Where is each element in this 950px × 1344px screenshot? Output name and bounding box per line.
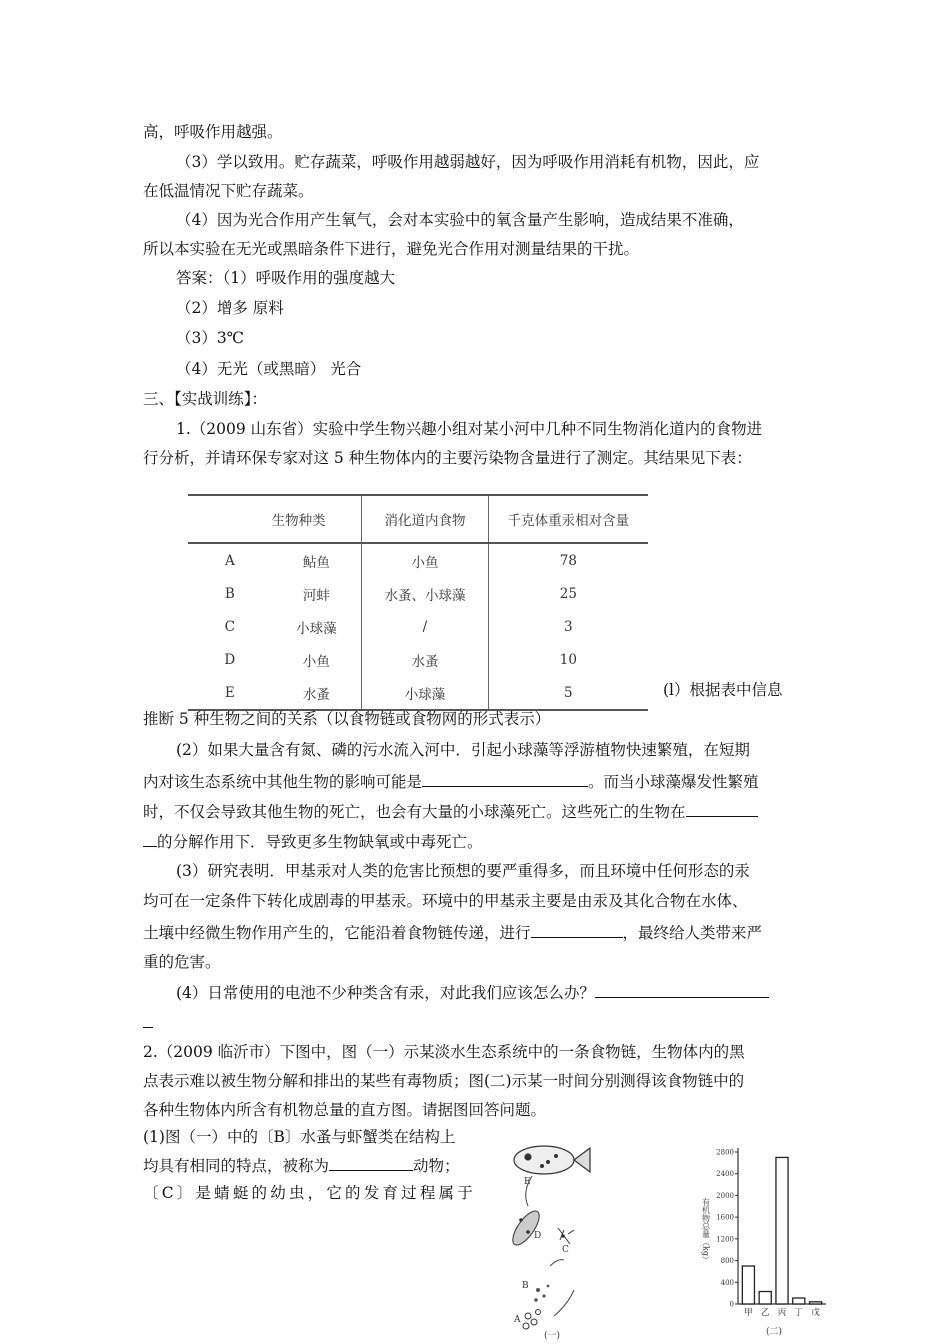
table-cell: A bbox=[224, 552, 235, 569]
text-segment: 土壤中经微生物作用产生的，它能沿着食物链传递，进行 bbox=[143, 924, 531, 942]
x-category-label: 甲 bbox=[744, 1308, 753, 1318]
answer-blank[interactable] bbox=[143, 1011, 153, 1028]
table-cell: 水蚤、小球藻 bbox=[362, 577, 488, 610]
answer-line: （2）增多 原料 bbox=[176, 299, 284, 317]
question-text bbox=[143, 1154, 460, 1177]
y-tick-label: 0 bbox=[729, 1300, 734, 1309]
question-text bbox=[143, 921, 762, 944]
text-segment: 内对该生态系统中其他生物的影响可能是 bbox=[143, 773, 423, 791]
question-text bbox=[143, 800, 758, 823]
question-text: 1.（2009 山东省）实验中学生物兴趣小组对某小河中几种不同生物消化道内的食物进 bbox=[176, 420, 763, 438]
paragraph-text: 在低温情况下贮存蔬菜。 bbox=[143, 182, 314, 200]
text-segment: 的分解作用下．导致更多生物缺氧或中毒死亡。 bbox=[157, 833, 483, 851]
bar-丁 bbox=[793, 1298, 805, 1304]
answer-line bbox=[143, 1011, 153, 1034]
arrow-icon bbox=[554, 1290, 574, 1316]
water-flea-icon bbox=[534, 1285, 549, 1302]
x-category-label: 丙 bbox=[777, 1308, 787, 1318]
answer-blank[interactable] bbox=[595, 981, 769, 998]
question-text: (2）如果大量含有氮、磷的污水流入河中．引起小球藻等浮游植物快速繁殖，在短期 bbox=[176, 741, 750, 759]
text-segment: (4）日常使用的电池不少种类含有汞，对此我们应该怎么办？ bbox=[176, 984, 595, 1002]
question-text: (1)图（一）中的〔B〕水蚤与虾蟹类在结构上 bbox=[143, 1128, 456, 1146]
organic-matter-chart bbox=[700, 1138, 832, 1338]
answer-line: 答案：（1）呼吸作用的强度越大 bbox=[176, 269, 396, 287]
section-heading: 三、【实战训练】： bbox=[143, 390, 268, 408]
y-tick-label: 400 bbox=[720, 1278, 734, 1287]
table-header bbox=[188, 495, 272, 543]
bar-甲 bbox=[742, 1266, 754, 1304]
question-text bbox=[176, 981, 769, 1004]
question-text bbox=[143, 770, 759, 793]
question-text: 行分析，并请环保专家对这 5 种生物体内的主要污染物含量进行了测定。其结果见下表： bbox=[143, 449, 752, 467]
answer-blank[interactable] bbox=[422, 770, 588, 787]
paragraph-text: （3）学以致用。贮存蔬菜，呼吸作用越弱越好，因为呼吸作用消耗有机物，因此，应 bbox=[176, 153, 760, 171]
table-cell: 小鱼 bbox=[272, 643, 362, 676]
table-row bbox=[188, 577, 648, 610]
table-cell: 3 bbox=[564, 618, 573, 635]
table-cell: 水蚤 bbox=[362, 643, 488, 676]
question-text: 〔C〕是蜻蜓的幼虫，它的发育过程属于 bbox=[143, 1184, 476, 1202]
question-text: 推断 5 种生物之间的关系（以食物链或食物网的形式表示） bbox=[143, 710, 551, 728]
table-cell: 小球藻 bbox=[362, 676, 488, 710]
text-segment: 。而当小球藻爆发性繁殖 bbox=[588, 773, 759, 791]
y-tick-label: 1600 bbox=[716, 1213, 734, 1222]
table-cell: E bbox=[188, 676, 272, 710]
table-cell: 10 bbox=[559, 651, 577, 668]
y-tick-label: 1200 bbox=[716, 1235, 734, 1244]
y-tick-label: 2800 bbox=[716, 1148, 734, 1157]
table-row bbox=[188, 543, 648, 577]
answer-line: （4）无光（或黑暗） 光合 bbox=[176, 360, 362, 378]
table-cell: 水蚤 bbox=[272, 676, 362, 710]
chart-ticks bbox=[716, 1149, 738, 1309]
figure-label: C bbox=[562, 1245, 569, 1255]
question-text bbox=[143, 830, 483, 853]
table-row bbox=[188, 643, 648, 676]
table-header: 消化道内食物 bbox=[362, 495, 488, 543]
table-cell: 河蚌 bbox=[272, 577, 362, 610]
table-cell: 25 bbox=[559, 585, 577, 602]
table-cell: C bbox=[224, 618, 235, 635]
table-cell: 小球藻 bbox=[272, 610, 362, 643]
table-cell: B bbox=[224, 585, 235, 602]
answer-blank[interactable] bbox=[686, 800, 758, 817]
question-text: 2.（2009 临沂市）下图中，图（一）示某淡水生态系统中的一条食物链，生物体内的黑 bbox=[143, 1043, 745, 1061]
answer-blank[interactable] bbox=[531, 921, 623, 938]
answer-blank[interactable] bbox=[329, 1154, 413, 1171]
question-text: (l）根据表中信息 bbox=[663, 681, 783, 699]
paragraph-text: 所以本实验在无光或黑暗条件下进行，避免光合作用对测量结果的干扰。 bbox=[143, 240, 640, 258]
y-tick-label: 800 bbox=[720, 1257, 734, 1266]
table-cell: / bbox=[362, 610, 488, 643]
table-row bbox=[188, 676, 648, 710]
table-header: 生物种类 bbox=[272, 495, 362, 543]
question-text: 均可在一定条件下转化成剧毒的甲基汞。环境中的甲基汞主要是由汞及其化合物在水体、 bbox=[143, 892, 748, 910]
table-cell: D bbox=[224, 651, 236, 668]
text-segment: 动物； bbox=[413, 1157, 460, 1175]
arrow-icon bbox=[550, 1260, 564, 1266]
y-tick-label: 2000 bbox=[716, 1191, 734, 1200]
table-cell: 5 bbox=[488, 676, 648, 710]
figure-label: D bbox=[534, 1231, 542, 1241]
text-segment: 均具有相同的特点，被称为 bbox=[143, 1157, 330, 1175]
question-text: 点表示难以被生物分解和排出的某些有毒物质；图(二)示某一时间分别测得该食物链中的 bbox=[143, 1072, 745, 1090]
food-chain-figure bbox=[498, 1140, 608, 1340]
x-category-label: 丁 bbox=[794, 1308, 804, 1318]
x-category-label: 戊 bbox=[811, 1308, 820, 1318]
figure-label: A bbox=[514, 1315, 521, 1325]
table-header: 千克体重汞相对含量 bbox=[488, 495, 648, 543]
paragraph-text: 高，呼吸作用越强。 bbox=[143, 123, 283, 141]
question-text: (3）研究表明．甲基汞对人类的危害比预想的要严重得多，而且环境中任何形态的汞 bbox=[176, 862, 750, 880]
answer-line: （3）3℃ bbox=[176, 329, 245, 347]
algae-icon bbox=[523, 1310, 541, 1330]
x-category-label: 乙 bbox=[760, 1308, 770, 1318]
question-text: 各种生物体内所含有机物总量的直方图。请据图回答问题。 bbox=[143, 1101, 547, 1119]
small-fish-icon bbox=[508, 1207, 544, 1249]
pollutant-table bbox=[188, 494, 648, 711]
answer-blank[interactable] bbox=[143, 830, 157, 847]
fish-icon bbox=[514, 1146, 590, 1174]
chart-caption: (二) bbox=[766, 1327, 783, 1337]
figure-caption: (一) bbox=[544, 1331, 561, 1340]
figure-label: B bbox=[522, 1281, 529, 1291]
table-cell: 鲇鱼 bbox=[272, 543, 362, 577]
y-tick-label: 2400 bbox=[716, 1170, 734, 1179]
chart-categories bbox=[744, 1307, 820, 1318]
text-segment: ，最终给人类带来严 bbox=[622, 924, 763, 942]
table-row bbox=[188, 610, 648, 643]
paragraph-text: （4）因为光合作用产生氧气，会对本实验中的氧含量产生影响，造成结果不准确， bbox=[176, 211, 744, 229]
chart-ylabel: 有机物总量（kg） bbox=[701, 1198, 711, 1264]
question-text: 重的危害。 bbox=[143, 953, 221, 971]
figure-label: E bbox=[524, 1177, 531, 1187]
bar-乙 bbox=[759, 1292, 771, 1304]
text-segment: 时，不仅会导致其他生物的死亡，也会有大量的小球藻死亡。这些死亡的生物在 bbox=[143, 803, 686, 821]
bar-戊 bbox=[810, 1302, 822, 1304]
table-cell: 小鱼 bbox=[362, 543, 488, 577]
bar-丙 bbox=[776, 1157, 788, 1304]
table-cell: 78 bbox=[559, 552, 577, 569]
chart-bars bbox=[742, 1157, 821, 1304]
dragonfly-larva-icon bbox=[558, 1228, 574, 1244]
